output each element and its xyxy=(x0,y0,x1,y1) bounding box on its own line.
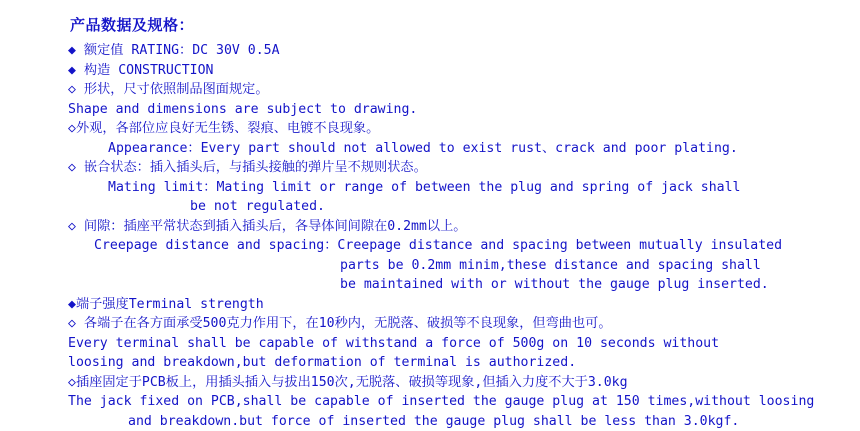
spec-line-construction: ◆ 构造 CONSTRUCTION xyxy=(68,61,850,81)
spec-line-mating-cn: ◇ 嵌合状态：插入插头后，与插头接触的弹片呈不规则状态。 xyxy=(68,158,850,178)
spec-line-mating-en-1: Mating limit：Mating limit or range of between the plug and spring of jack shall xyxy=(68,178,850,198)
spec-line-terminal-en-2: loosing and breakdown,but deformation of terminal is authorized. xyxy=(68,353,850,373)
spec-line-appearance-cn: ◇外观，各部位应良好无生锈、裂痕、电镀不良现象。 xyxy=(68,119,850,139)
spec-line-terminal-cn: ◇ 各端子在各方面承受500克力作用下，在10秒内，无脱落、破损等不良现象，但弯曲也可。 xyxy=(68,314,850,334)
spec-line-pcb-en-2: and breakdown.but force of inserted the gauge plug shall be less than 3.0kgf. xyxy=(68,412,850,431)
spec-line-mating-en-2: be not regulated. xyxy=(68,197,850,217)
spec-line-creepage-en-2: parts be 0.2mm minim,these distance and spacing shall xyxy=(68,256,850,276)
spec-line-shape-en: Shape and dimensions are subject to drawing. xyxy=(68,100,850,120)
spec-line-creepage-en-1: Creepage distance and spacing：Creepage distance and spacing between mutually insulated xyxy=(68,236,850,256)
spec-line-rating: ◆ 额定值 RATING：DC 30V 0.5A xyxy=(68,41,850,61)
spec-line-creepage-en-3: be maintained with or without the gauge plug inserted. xyxy=(68,275,850,295)
spec-line-shape-cn: ◇ 形状，尺寸依照制品图面规定。 xyxy=(68,80,850,100)
spec-line-appearance-en: Appearance：Every part should not allowed to exist rust、crack and poor plating. xyxy=(68,139,850,159)
spec-line-creepage-cn: ◇ 间隙：插座平常状态到插入插头后，各导体间间隙在0.2mm以上。 xyxy=(68,217,850,237)
spec-line-pcb-en-1: The jack fixed on PCB,shall be capable of inserted the gauge plug at 150 times,without loosing xyxy=(68,392,850,412)
spec-line-terminal-en-1: Every terminal shall be capable of withstand a force of 500g on 10 seconds without xyxy=(68,334,850,354)
spec-list xyxy=(68,41,850,431)
page-title: 产品数据及规格： xyxy=(70,14,850,35)
spec-line-pcb-cn: ◇插座固定于PCB板上，用插头插入与拔出150次,无脱落、破损等现象,但插入力度不大于3.0kg xyxy=(68,373,850,393)
spec-line-terminal-head: ◆端子强度Terminal strength xyxy=(68,295,850,315)
